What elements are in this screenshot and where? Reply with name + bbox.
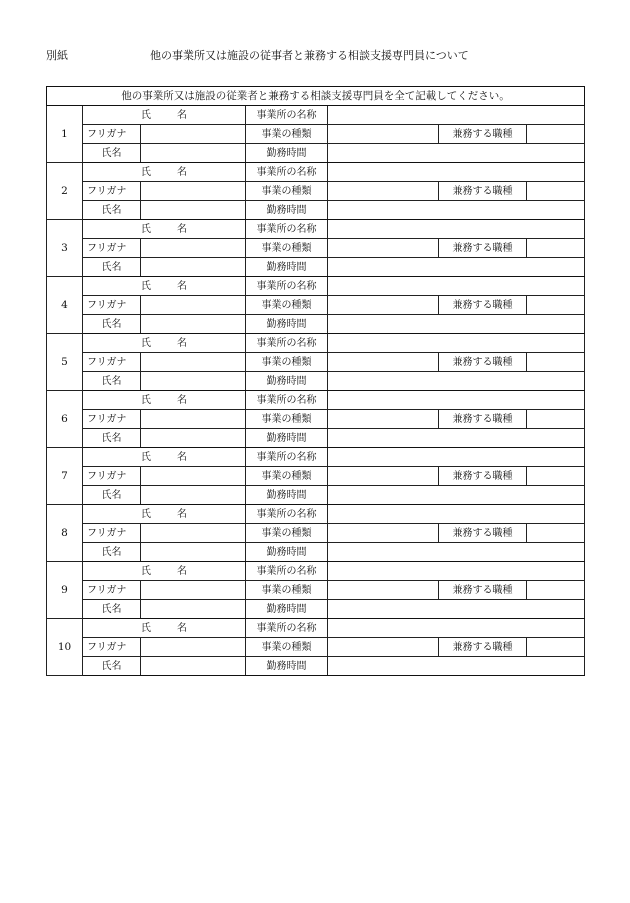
name-heading-label: 氏名 [83, 505, 246, 524]
concurrent-job-field[interactable] [527, 638, 585, 657]
business-type-field[interactable] [328, 239, 439, 258]
name-field[interactable] [141, 258, 246, 277]
entry-row-name [47, 201, 585, 220]
entry-row-furigana [47, 125, 585, 144]
staff-entry [47, 163, 585, 220]
furigana-label: フリガナ [83, 581, 141, 600]
entry-row-furigana [47, 410, 585, 429]
entry-row-name-heading [47, 220, 585, 239]
entry-row-name [47, 258, 585, 277]
name-field[interactable] [141, 201, 246, 220]
work-hours-field[interactable] [328, 144, 585, 163]
business-type-field[interactable] [328, 182, 439, 201]
work-hours-label: 勤務時間 [246, 201, 328, 220]
business-type-field[interactable] [328, 353, 439, 372]
staff-entry [47, 106, 585, 163]
furigana-field[interactable] [141, 182, 246, 201]
entry-row-name-heading [47, 334, 585, 353]
work-hours-label: 勤務時間 [246, 144, 328, 163]
office-name-label: 事業所の名称 [246, 163, 328, 182]
entry-number: 8 [47, 505, 83, 562]
concurrent-job-label: 兼務する職種 [439, 581, 527, 600]
table-instruction: 他の事業所又は施設の従業者と兼務する相談支援専門員を全て記載してください。 [47, 87, 585, 106]
business-type-field[interactable] [328, 581, 439, 600]
office-name-field[interactable] [328, 334, 585, 353]
name-field[interactable] [141, 144, 246, 163]
staff-entry [47, 277, 585, 334]
business-type-field[interactable] [328, 410, 439, 429]
work-hours-field[interactable] [328, 600, 585, 619]
name-heading-label: 氏名 [83, 334, 246, 353]
name-label: 氏名 [83, 372, 141, 391]
entry-row-name-heading [47, 277, 585, 296]
furigana-label: フリガナ [83, 125, 141, 144]
entry-number: 2 [47, 163, 83, 220]
business-type-label: 事業の種類 [246, 524, 328, 543]
office-name-label: 事業所の名称 [246, 505, 328, 524]
office-name-label: 事業所の名称 [246, 334, 328, 353]
office-name-label: 事業所の名称 [246, 220, 328, 239]
entry-row-furigana [47, 524, 585, 543]
entry-number: 7 [47, 448, 83, 505]
concurrent-job-field[interactable] [527, 125, 585, 144]
furigana-field[interactable] [141, 353, 246, 372]
office-name-field[interactable] [328, 562, 585, 581]
office-name-label: 事業所の名称 [246, 562, 328, 581]
office-name-label: 事業所の名称 [246, 619, 328, 638]
business-type-label: 事業の種類 [246, 638, 328, 657]
entry-row-furigana [47, 581, 585, 600]
entry-number: 9 [47, 562, 83, 619]
name-label: 氏名 [83, 543, 141, 562]
staff-entry [47, 619, 585, 676]
document-title: 他の事業所又は施設の従事者と兼務する相談支援専門員について [150, 49, 469, 62]
name-label: 氏名 [83, 144, 141, 163]
name-field[interactable] [141, 372, 246, 391]
name-label: 氏名 [83, 486, 141, 505]
work-hours-field[interactable] [328, 258, 585, 277]
work-hours-label: 勤務時間 [246, 258, 328, 277]
concurrent-job-field[interactable] [527, 182, 585, 201]
name-field[interactable] [141, 429, 246, 448]
furigana-field[interactable] [141, 296, 246, 315]
name-heading-label: 氏名 [83, 106, 246, 125]
name-heading-label: 氏名 [83, 391, 246, 410]
business-type-label: 事業の種類 [246, 581, 328, 600]
entry-row-furigana [47, 353, 585, 372]
staff-entry [47, 505, 585, 562]
entry-row-furigana [47, 467, 585, 486]
entry-number: 6 [47, 391, 83, 448]
work-hours-field[interactable] [328, 201, 585, 220]
name-field[interactable] [141, 486, 246, 505]
furigana-field[interactable] [141, 239, 246, 258]
business-type-label: 事業の種類 [246, 296, 328, 315]
staff-entry [47, 391, 585, 448]
concurrent-job-field[interactable] [527, 353, 585, 372]
staff-entry [47, 448, 585, 505]
concurrent-job-label: 兼務する職種 [439, 296, 527, 315]
staff-entry [47, 220, 585, 277]
office-name-field[interactable] [328, 220, 585, 239]
work-hours-field[interactable] [328, 543, 585, 562]
office-name-label: 事業所の名称 [246, 448, 328, 467]
name-heading-label: 氏名 [83, 448, 246, 467]
work-hours-label: 勤務時間 [246, 315, 328, 334]
furigana-label: フリガナ [83, 638, 141, 657]
name-field[interactable] [141, 600, 246, 619]
business-type-field[interactable] [328, 467, 439, 486]
furigana-field[interactable] [141, 581, 246, 600]
entry-row-name-heading [47, 619, 585, 638]
concurrent-job-field[interactable] [527, 410, 585, 429]
entry-row-name-heading [47, 163, 585, 182]
business-type-field[interactable] [328, 524, 439, 543]
staff-table [46, 86, 585, 676]
office-name-label: 事業所の名称 [246, 391, 328, 410]
furigana-field[interactable] [141, 638, 246, 657]
office-name-field[interactable] [328, 163, 585, 182]
office-name-field[interactable] [328, 106, 585, 125]
concurrent-job-field[interactable] [527, 524, 585, 543]
concurrent-job-label: 兼務する職種 [439, 125, 527, 144]
office-name-field[interactable] [328, 277, 585, 296]
annex-label: 別紙 [46, 49, 68, 62]
furigana-label: フリガナ [83, 467, 141, 486]
business-type-label: 事業の種類 [246, 182, 328, 201]
name-label: 氏名 [83, 600, 141, 619]
entry-row-name-heading [47, 562, 585, 581]
concurrent-job-label: 兼務する職種 [439, 239, 527, 258]
concurrent-job-label: 兼務する職種 [439, 182, 527, 201]
name-label: 氏名 [83, 315, 141, 334]
work-hours-label: 勤務時間 [246, 600, 328, 619]
furigana-field[interactable] [141, 125, 246, 144]
entry-row-name [47, 657, 585, 676]
work-hours-field[interactable] [328, 486, 585, 505]
business-type-label: 事業の種類 [246, 353, 328, 372]
work-hours-label: 勤務時間 [246, 657, 328, 676]
concurrent-job-label: 兼務する職種 [439, 467, 527, 486]
work-hours-field[interactable] [328, 372, 585, 391]
staff-entry [47, 562, 585, 619]
office-name-field[interactable] [328, 391, 585, 410]
name-field[interactable] [141, 657, 246, 676]
entry-row-name-heading [47, 106, 585, 125]
office-name-field[interactable] [328, 619, 585, 638]
furigana-label: フリガナ [83, 410, 141, 429]
name-heading-label: 氏名 [83, 163, 246, 182]
entry-number: 3 [47, 220, 83, 277]
furigana-label: フリガナ [83, 353, 141, 372]
work-hours-field[interactable] [328, 315, 585, 334]
business-type-label: 事業の種類 [246, 467, 328, 486]
name-label: 氏名 [83, 258, 141, 277]
business-type-label: 事業の種類 [246, 125, 328, 144]
entry-number: 5 [47, 334, 83, 391]
concurrent-job-field[interactable] [527, 239, 585, 258]
entry-number: 1 [47, 106, 83, 163]
entry-row-name-heading [47, 391, 585, 410]
name-label: 氏名 [83, 657, 141, 676]
concurrent-job-label: 兼務する職種 [439, 638, 527, 657]
business-type-label: 事業の種類 [246, 239, 328, 258]
concurrent-job-label: 兼務する職種 [439, 410, 527, 429]
name-field[interactable] [141, 315, 246, 334]
name-heading-label: 氏名 [83, 277, 246, 296]
name-label: 氏名 [83, 201, 141, 220]
office-name-field[interactable] [328, 448, 585, 467]
entry-row-name [47, 486, 585, 505]
name-heading-label: 氏名 [83, 619, 246, 638]
furigana-label: フリガナ [83, 524, 141, 543]
business-type-field[interactable] [328, 638, 439, 657]
work-hours-field[interactable] [328, 657, 585, 676]
office-name-label: 事業所の名称 [246, 106, 328, 125]
concurrent-job-field[interactable] [527, 296, 585, 315]
work-hours-label: 勤務時間 [246, 486, 328, 505]
work-hours-field[interactable] [328, 429, 585, 448]
furigana-label: フリガナ [83, 296, 141, 315]
entry-row-name [47, 372, 585, 391]
business-type-field[interactable] [328, 296, 439, 315]
entry-number: 4 [47, 277, 83, 334]
work-hours-label: 勤務時間 [246, 543, 328, 562]
work-hours-label: 勤務時間 [246, 372, 328, 391]
business-type-field[interactable] [328, 125, 439, 144]
entry-row-name [47, 429, 585, 448]
entry-row-name-heading [47, 505, 585, 524]
furigana-label: フリガナ [83, 239, 141, 258]
furigana-field[interactable] [141, 467, 246, 486]
furigana-field[interactable] [141, 410, 246, 429]
furigana-field[interactable] [141, 524, 246, 543]
name-label: 氏名 [83, 429, 141, 448]
office-name-label: 事業所の名称 [246, 277, 328, 296]
entry-row-furigana [47, 182, 585, 201]
entry-row-furigana [47, 638, 585, 657]
concurrent-job-field[interactable] [527, 467, 585, 486]
name-field[interactable] [141, 543, 246, 562]
entry-row-name [47, 144, 585, 163]
entry-row-furigana [47, 239, 585, 258]
entry-row-name [47, 315, 585, 334]
entry-row-name-heading [47, 448, 585, 467]
concurrent-job-field[interactable] [527, 581, 585, 600]
work-hours-label: 勤務時間 [246, 429, 328, 448]
entry-number: 10 [47, 619, 83, 676]
staff-entry [47, 334, 585, 391]
furigana-label: フリガナ [83, 182, 141, 201]
office-name-field[interactable] [328, 505, 585, 524]
entry-row-furigana [47, 296, 585, 315]
entry-row-name [47, 543, 585, 562]
business-type-label: 事業の種類 [246, 410, 328, 429]
concurrent-job-label: 兼務する職種 [439, 353, 527, 372]
name-heading-label: 氏名 [83, 562, 246, 581]
entry-row-name [47, 600, 585, 619]
concurrent-job-label: 兼務する職種 [439, 524, 527, 543]
name-heading-label: 氏名 [83, 220, 246, 239]
